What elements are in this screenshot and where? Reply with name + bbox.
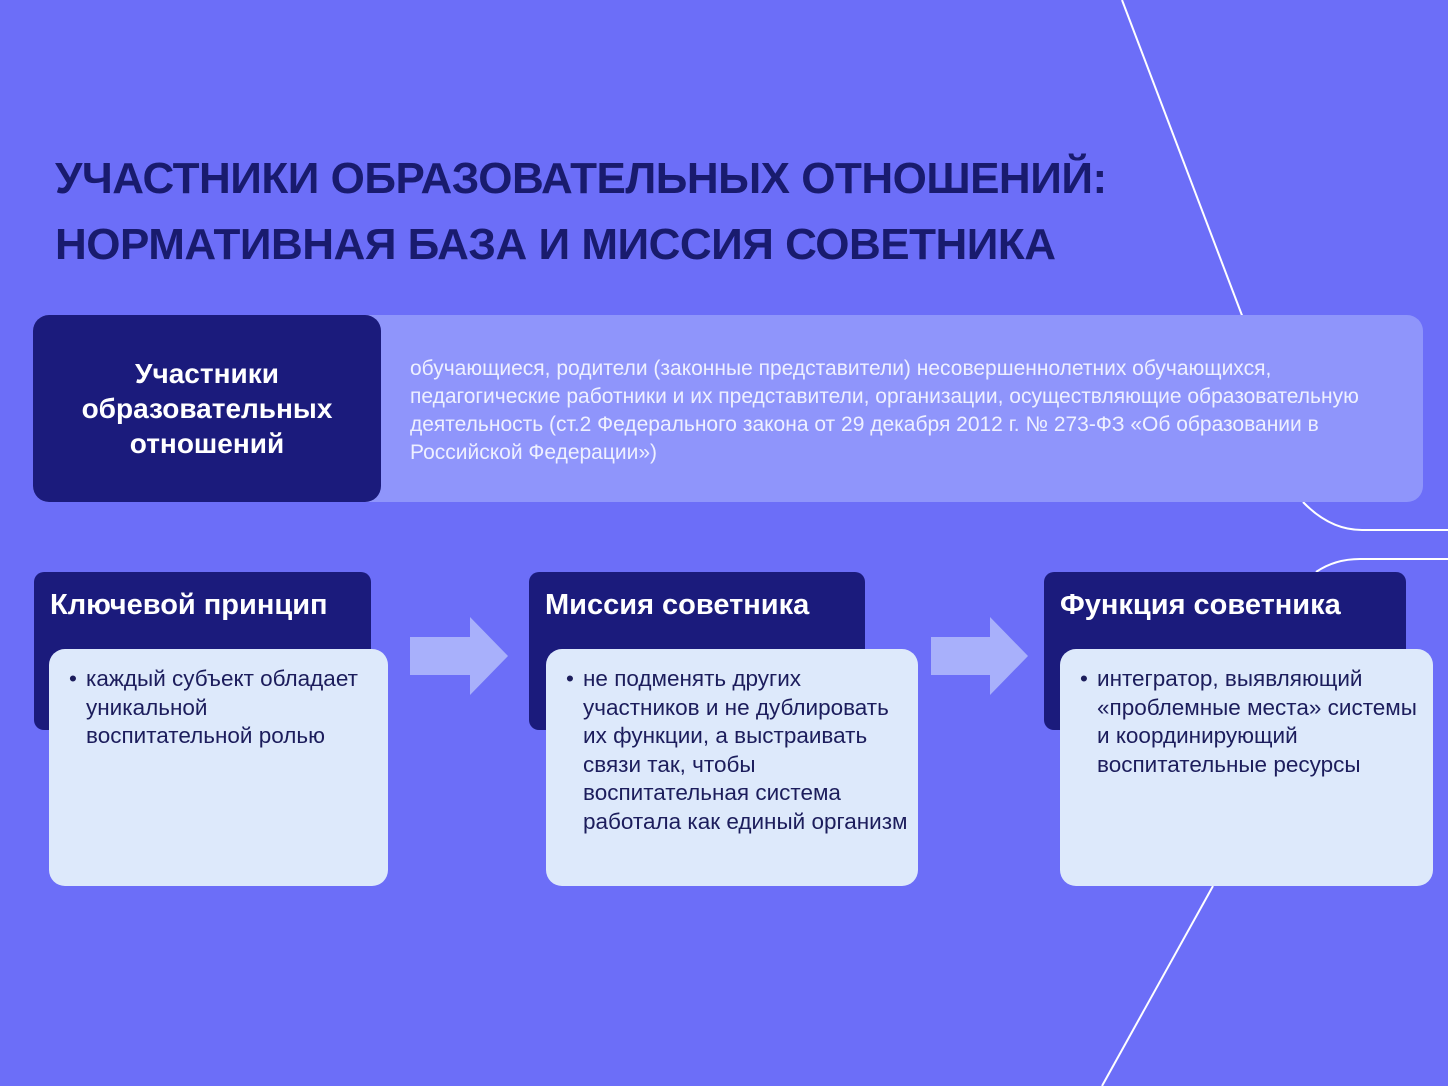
participants-definition-text: обучающиеся, родители (законные представители) несовершеннолетних обучающихся, педагогические работники и их представители, организации, осуществляющие образовательную деятельность (ст.2 Федерального закона от 29 декабря 2012 г. № 273-ФЗ «Об образовании в Российской Федерации»)	[410, 357, 1359, 464]
card-key-principle-bullet: • каждый субъект обладает уникальной воспитательной ролью	[69, 665, 380, 751]
participants-label: Участники образовательных отношений	[33, 315, 381, 502]
arrow-right-icon	[410, 617, 508, 695]
card-mission-bullet: • не подменять других участников и не дублировать их функции, а выстраивать связи так, чтобы воспитательная система работала как единый организм	[566, 665, 910, 836]
card-mission-body	[546, 649, 918, 886]
card-function-title: Функция советника	[1060, 589, 1341, 621]
participants-definition-panel	[33, 315, 1423, 502]
arrow-right-icon	[931, 617, 1028, 695]
page-title	[55, 146, 1255, 278]
card-function-body	[1060, 649, 1433, 886]
card-mission-title: Миссия советника	[545, 589, 810, 621]
card-key-principle-body	[49, 649, 388, 886]
page-title-line-1: УЧАСТНИКИ ОБРАЗОВАТЕЛЬНЫХ ОТНОШЕНИЙ:	[55, 154, 1107, 203]
page-title-line-2: НОРМАТИВНАЯ БАЗА И МИССИЯ СОВЕТНИКА	[55, 220, 1056, 269]
card-function-bullet: • интегратор, выявляющий «проблемные места» системы и координирующий воспитательные ресурсы	[1080, 665, 1425, 779]
card-key-principle-title: Ключевой принцип	[50, 589, 328, 621]
